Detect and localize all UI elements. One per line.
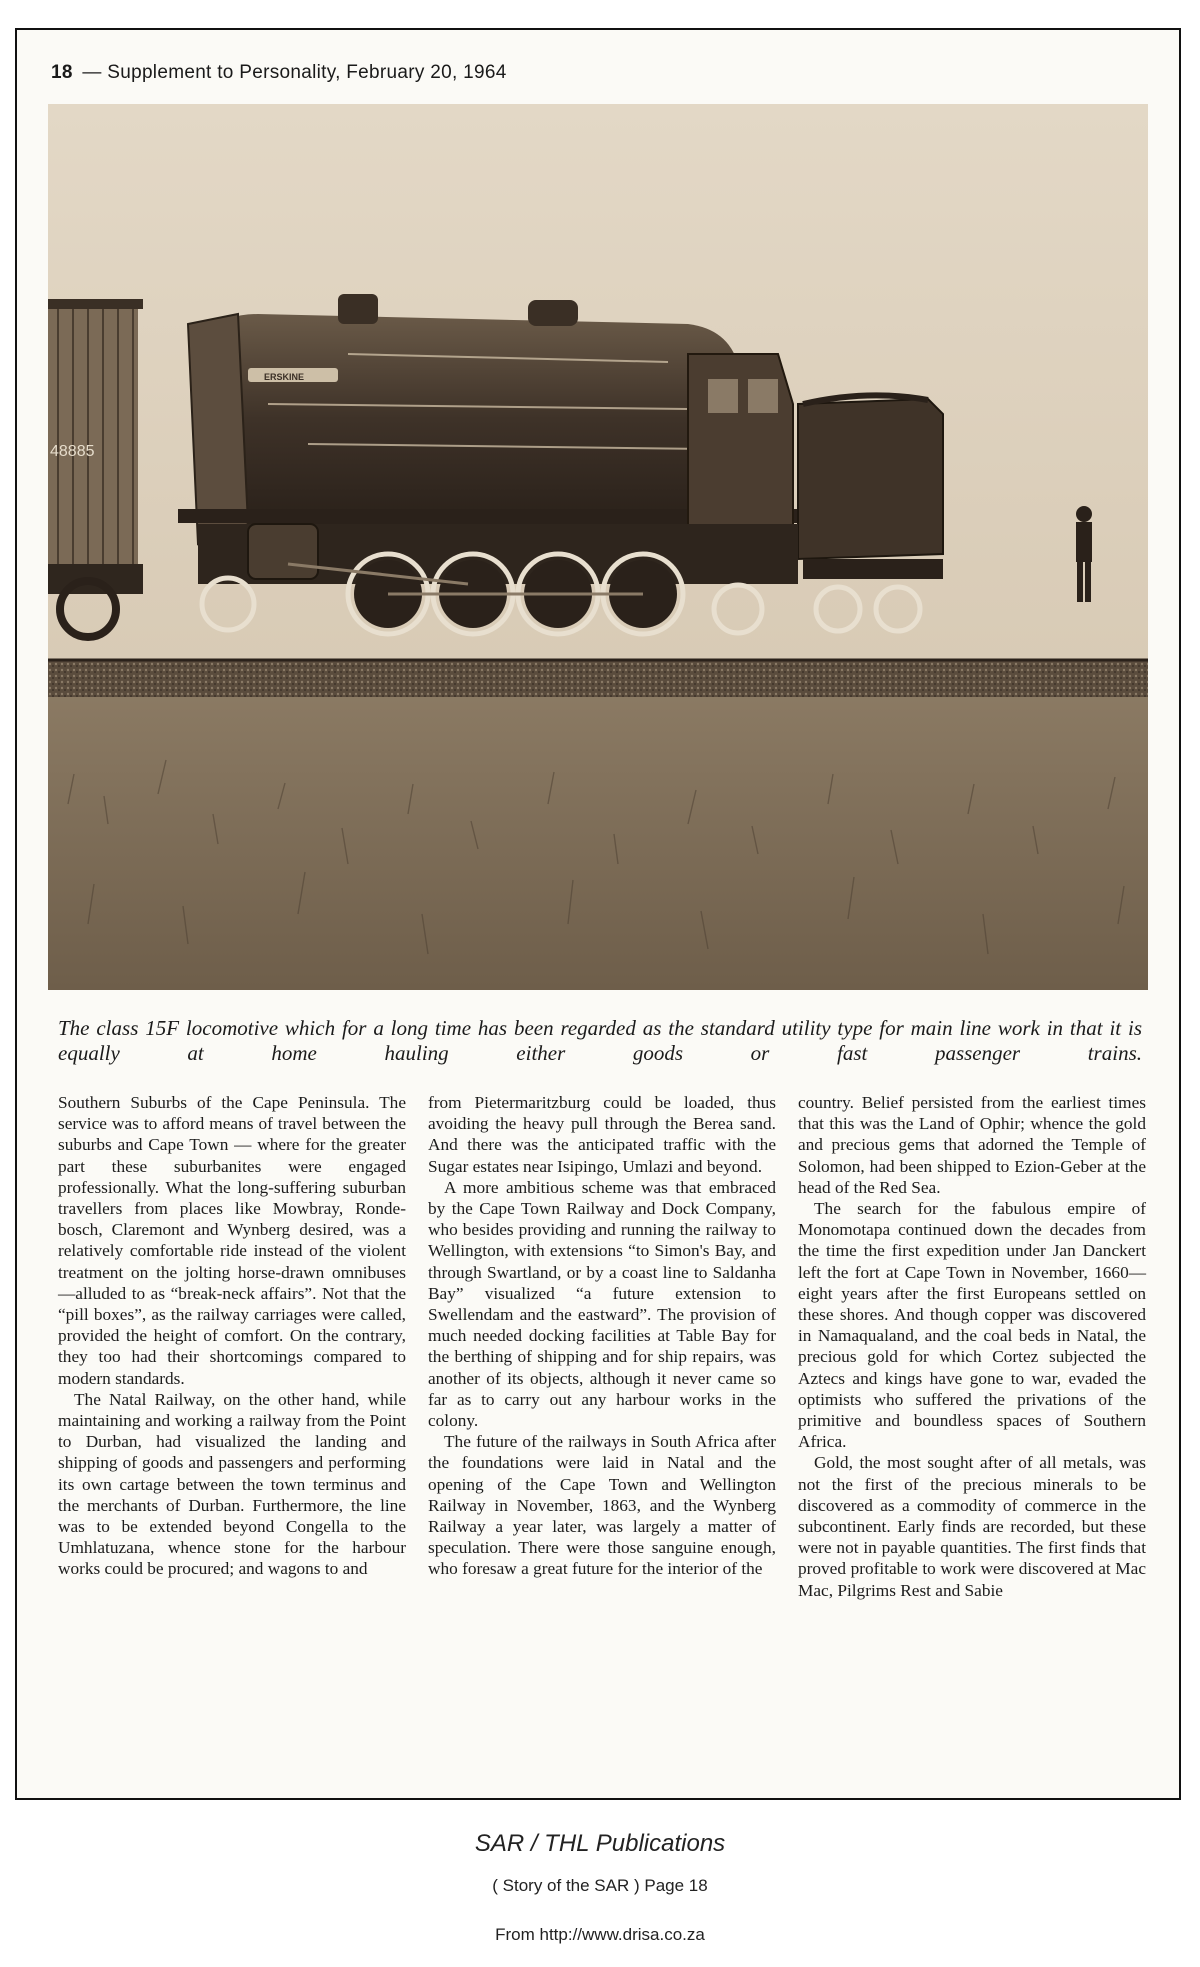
locomotive-photo [48,104,1148,990]
paragraph: The search for the fabulous empire of Monomotapa continued down the decades from the time the first expedition under Jan Danckert left the fort at Cape Town in November, 1660—eight years after the first Europeans settled on these shores. And though copper was discovered in Namaqualand, and the coal beds in Natal, the precious gold for which Cortez subjected the Aztecs and kings have gone to war, evaded the optimists who suffered the privations of the primitive and boundless spaces of Southern Africa. [798,1199,1146,1452]
paragraph: Gold, the most sought after of all metals, was not the first of the precious minerals to be discovered as a commodity of commerce in the subcontinent. Early finds are recorded, but these were not in payable quantities. The first finds that proved profitable to work were discovered at Mac Mac, Pilgrims Rest and Sabie [798,1453,1146,1600]
paragraph: country. Belief persisted from the earliest times that this was the Land of Ophir; whence the gold and precious gems that adorned the Temple of Solomon, had been shipped to Ezion-Geber at the head of the Red Sea. [798,1093,1146,1197]
column-2 [428,1092,776,1580]
wagon-number: 48885 [50,443,95,460]
paragraph: The Natal Railway, on the other hand, while maintaining and working a railway from the Point to Durban, had visualized the landing and shipping of goods and passengers and performing its own cartage between the town terminus and the merchants of Durban. Furthermore, the line was to be extended beyond Congella to the Umhlatuzana, whence stone for the harbour works could be procured; and wagons to and [58,1389,406,1579]
nameplate-text: ERSKINE [264,372,305,382]
paragraph: The future of the railways in South Africa after the foundations were laid in Natal and the opening of the Cape Town and Wellington Railway in November, 1863, and the Wynberg Railway a year later, was largely a matter of speculation. There were those sanguine enough, who foresaw a great future for the interior of the [428,1432,776,1579]
photo-caption: The class 15F locomotive which for a long time has been regarded as the standard utility type for main line work in that it is equally at home hauling either goods or fast passenger trains. [58,1016,1142,1065]
page-label: ( Story of the SAR ) Page 18 [492,1876,708,1895]
paragraph: A more ambitious scheme was that embraced by the Cape Town Railway and Dock Company, who besides providing and running the railway to Wellington, with extensions “to Simon's Bay, and through Swartland, or by a coast line to Saldanha Bay” visualized “a future extension to Swellendam and the eastward”. The provision of much needed docking facilities at Table Bay for the berthing of shipping and for ship repairs, was another of its objects, although it never came so far as to carry out any harbour works in the colony. [428,1177,776,1431]
page-number: 18 [51,62,73,83]
running-header [51,62,507,84]
column-3 [798,1092,1146,1601]
header-separator: — [82,62,102,83]
paragraph: Southern Suburbs of the Cape Peninsula. The service was to afford means of travel between the suburbs and Cape Town — where for the greater part these suburbanites were engaged professionally. What the long-suffering suburban travellers from places like Mowbray, Rondebosch, Claremont and Wynberg desired, was a relatively comfortable ride instead of the violent treatment on the jolting horse-drawn omnibuses —alluded to as “break-neck affairs”. Not that the “pill boxes”, as the railway carriages were called, provided the height of comfort. On the contrary, they too had their shortcomings compared to modern standards. [58,1093,406,1388]
publisher-credit: SAR / THL Publications [474,1830,726,1857]
header-title: Supplement to Personality, February 20, 1964 [107,62,507,83]
source-url[interactable]: From http://www.drisa.co.za [495,1925,705,1944]
goods-wagon [48,299,143,637]
article-body [58,1092,1146,1772]
paragraph: from Pietermaritzburg could be loaded, thus avoiding the heavy pull through the Berea sand. And there was the anticipated traffic with the Sugar estates near Isipingo, Umlazi and beyond. [428,1093,776,1176]
column-1 [58,1092,406,1580]
